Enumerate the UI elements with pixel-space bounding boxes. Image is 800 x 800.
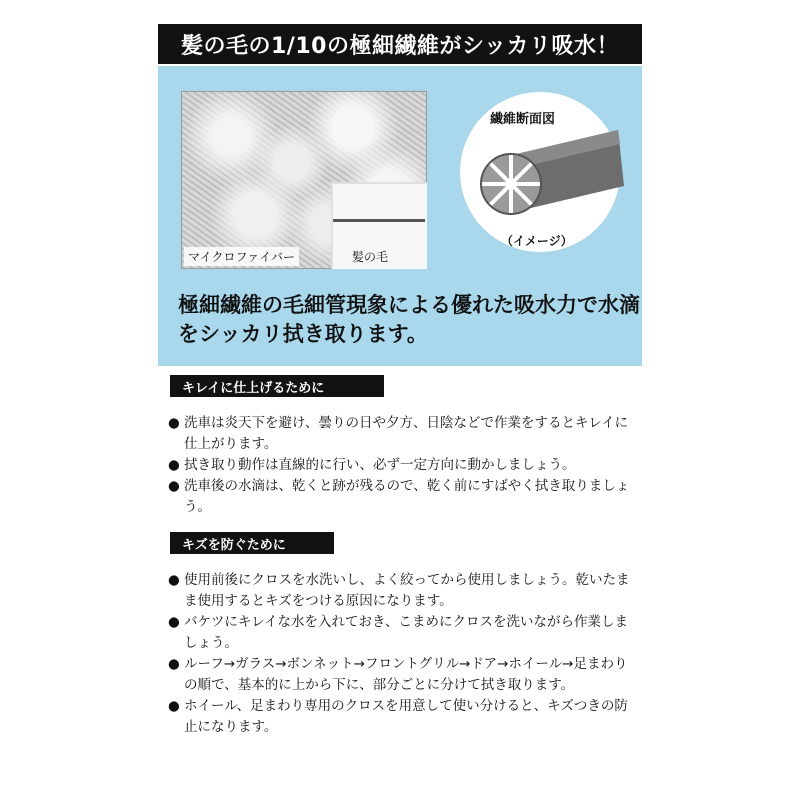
banner-title-text: 髪の毛の1/10の極細繊維がシッカリ吸水！ xyxy=(180,33,620,59)
bullet-icon: ● xyxy=(168,415,180,431)
section-heading-scratch: キズを防ぐために xyxy=(170,532,334,554)
fiber-diagram-title: 繊維断面図 xyxy=(490,112,556,127)
hair-label: 髪の毛 xyxy=(352,250,389,264)
section-heading-finish: キレイに仕上げるために xyxy=(170,375,384,397)
fiber-cross-section-illustration xyxy=(468,126,628,230)
list-item: ● ルーフ→ガラス→ボンネット→フロントグリル→ドア→ホイール→足まわりの順で、基本的に上から下に、部分ごとに分けて拭き取ります。 xyxy=(168,656,628,693)
hair-strand xyxy=(333,219,425,222)
bullet-icon: ● xyxy=(168,478,180,494)
list-item: ● 使用前後にクロスを水洗いし、よく絞ってから使用しましょう。乾いたまま使用するとキズをつける原因になります。 xyxy=(168,572,630,609)
bullet-icon: ● xyxy=(168,572,180,588)
tagline: 極細繊維の毛細管現象による優れた吸水力で水滴をシッカリ拭き取ります。 xyxy=(178,293,640,346)
finish-tips-list xyxy=(168,413,638,518)
scratch-tips-list xyxy=(168,570,638,738)
list-item: ● 洗車後の水滴は、乾くと跡が残るので、乾く前にすばやく拭き取りましょう。 xyxy=(168,478,630,515)
bullet-icon: ● xyxy=(168,457,180,473)
bullet-icon: ● xyxy=(168,656,180,672)
list-item: ● 拭き取り動作は直線的に行い、必ず一定方向に動かしましょう。 xyxy=(168,455,638,476)
fiber-diagram-caption: （イメージ） xyxy=(501,234,573,248)
bullet-icon: ● xyxy=(168,614,180,630)
list-item: ● バケツにキレイな水を入れておき、こまめにクロスを洗いながら作業しましょう。 xyxy=(168,614,629,651)
banner-title xyxy=(158,24,642,64)
bullet-icon: ● xyxy=(168,698,180,714)
list-item: ● ホイール、足まわり専用のクロスを用意して使い分けると、キズつきの防止になります。 xyxy=(168,698,628,735)
list-item: ● 洗車は炎天下を避け、曇りの日や夕方、日陰などで作業をするとキレイに仕上がります。 xyxy=(168,415,629,452)
microfiber-label: マイクロファイバー xyxy=(184,247,299,266)
